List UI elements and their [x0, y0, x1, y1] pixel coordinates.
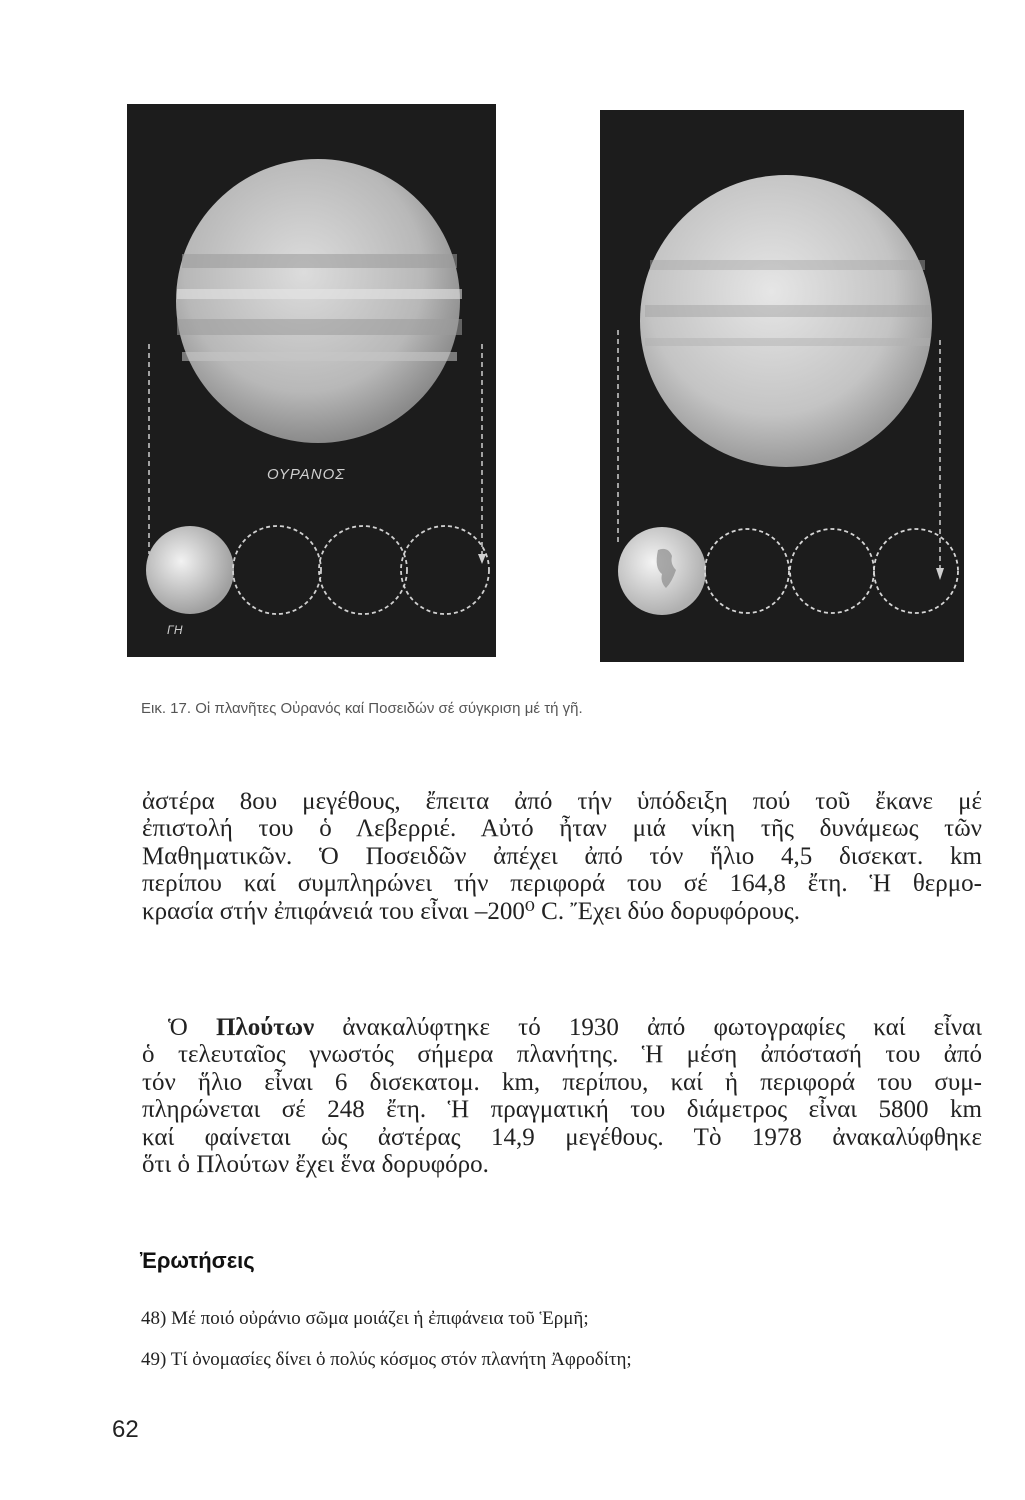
text-line: πληρώνεται σέ 248 ἔτη. Ἡ πραγματική του διάμετρος εἶναι 5800 km: [142, 1096, 982, 1124]
text-line: ὁ τελευταῖος γνωστός σήμερα πλανήτης. Ἡ μέση ἀπόστασή του ἀπό: [142, 1041, 982, 1069]
neptune-planet: [640, 175, 932, 467]
text-line: ἀστέρα 8ου μεγέθους, ἔπειτα ἀπό τήν ὑπόδειξη πού τοῦ ἔκανε μέ: [142, 788, 982, 815]
neptune-paragraph: [142, 788, 982, 925]
text-line: τόν ἥλιο εἶναι 6 δισεκατομ. km, περίπου, καί ἡ περιφορά του συμ-: [142, 1068, 982, 1096]
text-line: ὅτι ὁ Πλούτων ἔχει ἕνα δορυφόρο.: [142, 1151, 489, 1179]
pluto-article: Ὁ: [168, 1014, 188, 1041]
text-line: καί φαίνεται ὡς ἀστέρας 14,9 μεγέθους. Τὸ 1978 ἀνακαλύφθηκε: [142, 1123, 982, 1151]
questions-heading: Ἐρωτήσεις: [140, 1248, 255, 1273]
question-48: 48) Μέ ποιό οὐράνιο σῶμα μοιάζει ἡ ἐπιφάνεια τοῦ Ἑρμῆ;: [141, 1308, 589, 1329]
page-number: 62: [112, 1416, 139, 1443]
earth-size-rings: [705, 529, 958, 613]
earth-planet: [146, 526, 234, 614]
neptune-earth-illustration: [600, 110, 964, 662]
uranus-label: ΟΥΡΑΝΟΣ: [267, 466, 346, 483]
neptune-earth-figure: [600, 110, 964, 662]
text-line: περίπου καί συμπληρώνει τήν περιφορά του σέ 164,8 ἔτη. Ἡ θερμο-: [142, 870, 982, 898]
text-line: ἐπιστολή του ὁ Λεβερριέ. Αὐτό ἦταν μιά νίκη τῆς δυνάμεως τῶν: [142, 815, 982, 843]
earth-label: ΓΗ: [167, 623, 183, 637]
pluto-line1-rest: ἀνακαλύφτηκε τό 1930 ἀπό φωτογραφίες καί εἶναι: [342, 1014, 983, 1041]
pluto-paragraph: [142, 1014, 982, 1178]
uranus-earth-figure: [127, 104, 496, 657]
uranus-planet: [176, 159, 460, 443]
text-line: κρασία στήν ἐπιφάνειά του εἶναι –200⁰ C. Ἔχει δύο δορυφόρους.: [142, 897, 800, 925]
uranus-earth-illustration: [127, 104, 496, 657]
pluto-name: Πλούτων: [215, 1014, 315, 1041]
question-49: 49) Τί ὀνομασίες δίνει ὁ πολύς κόσμος στόν πλανήτη Ἀφροδίτη;: [141, 1349, 632, 1370]
figure-caption: Εικ. 17. Οἱ πλανῆτες Οὐρανός καί Ποσειδών σέ σύγκριση μέ τή γῆ.: [141, 700, 583, 717]
text-line: [142, 1014, 982, 1041]
earth-size-rings: [233, 526, 489, 614]
text-line: Μαθηματικῶν. Ὁ Ποσειδῶν ἀπέχει ἀπό τόν ἥλιο 4,5 δισεκατ. km: [142, 842, 982, 870]
